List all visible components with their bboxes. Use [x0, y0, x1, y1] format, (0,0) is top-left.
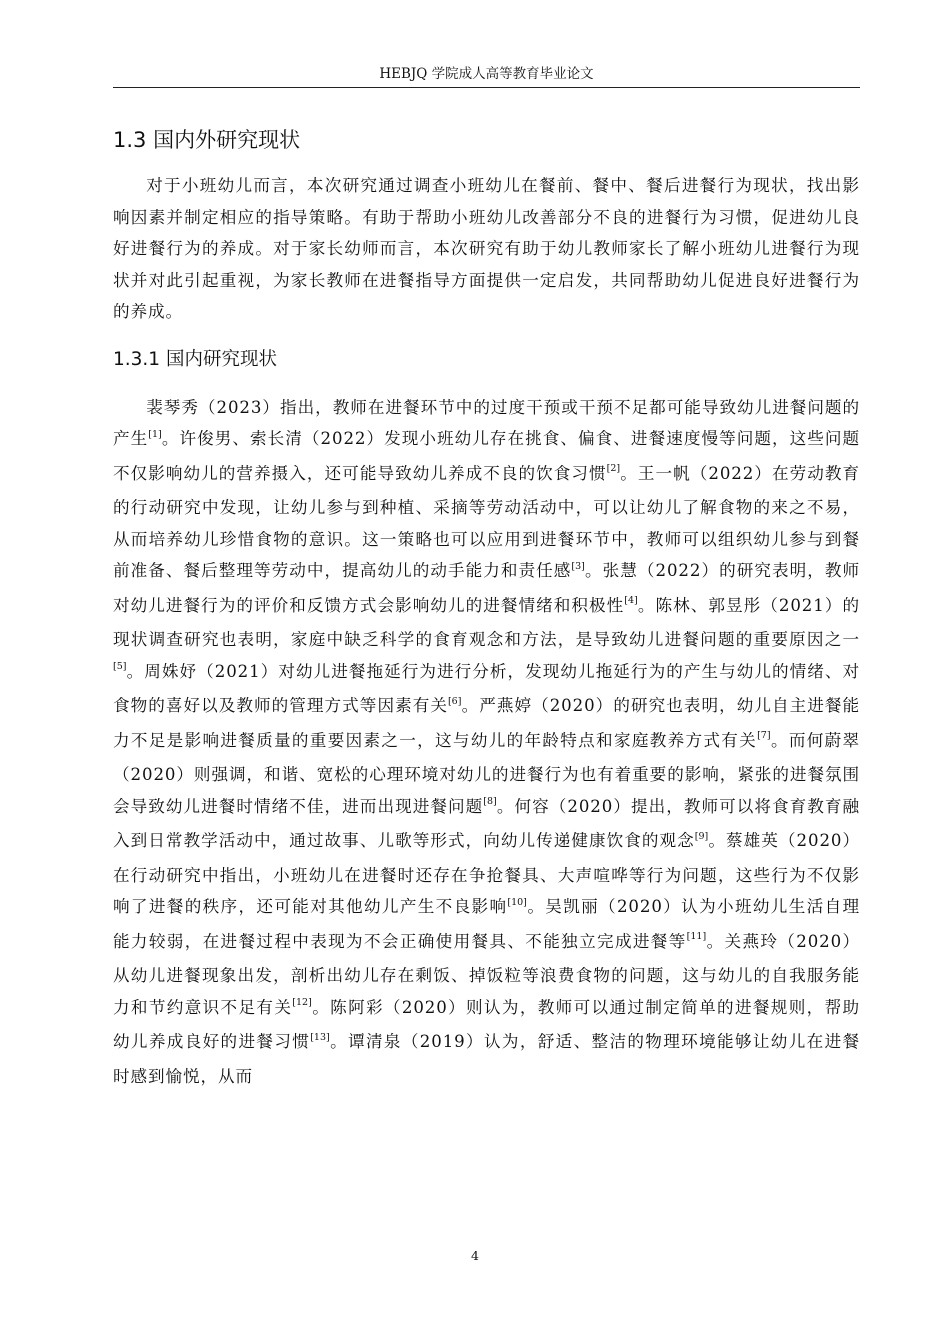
intro-paragraph: 对于小班幼儿而言，本次研究通过调查小班幼儿在餐前、餐中、餐后进餐行为现状，找出影响因素并制定相应的指导策略。有助于帮助小班幼儿改善部分不良的进餐行为习惯，促进幼儿良好进餐行为的养成。对于家长幼师而言，本次研究有助于幼儿教师家长了解小班幼儿进餐行为现状并对此引起重视，为家长教师在进餐指导方面提供一定启发，共同帮助幼儿促进良好进餐行为的养成。 [113, 176, 860, 321]
paragraph-text-run: 。严燕婷（2020）的研究也表明，幼儿自主进餐能力不足是影响进餐质量的重要因素之一，这与幼儿的年龄特点和家庭教养方式有关 [113, 696, 860, 750]
paragraph-text-run: 。而何蔚翠（2020）则强调，和谐、宽松的心理环境对幼儿的进餐行为也有着重要的影响，紧张的进餐氛围会导致幼儿进餐时情绪不佳，进而出现进餐问题 [113, 730, 861, 816]
running-header: HEBJQ 学院成人高等教育毕业论文 [113, 62, 860, 88]
paragraph-text-run: 。王一帆（2022）在劳动教育的行动研究中发现，让幼儿参与到种植、采摘等劳动活动中，可以让幼儿了解食物的来之不易，从而培养幼儿珍惜食物的意识。这一策略也可以应用到进餐环节中，教师可以组织幼儿参与到餐前准备、餐后整理等劳动中，提高幼儿的动手能力和责任感 [113, 463, 861, 580]
paragraph-text-run: 。关燕玲（2020）从幼儿进餐现象出发，剖析出幼儿存在剩饭、掉饭粒等浪费食物的问题，这与幼儿的自我服务能力和节约意识不足有关 [113, 931, 860, 1017]
citation-marker: [8] [483, 796, 497, 808]
citation-marker: [2] [606, 463, 621, 475]
paragraph-text-run: 裴琴秀（2023）指出，教师在进餐环节中的过度干预或干预不足都可能导致幼儿进餐问题的产生 [113, 397, 860, 448]
citation-marker: [6] [447, 695, 462, 707]
section-heading: 1.3 国内外研究现状 [113, 128, 301, 152]
paragraph-text-run: 。何容（2020）提出，教师可以将食育教育融入到日常教学活动中，通过故事、儿歌等形式，向幼儿传递健康饮食的观念 [113, 796, 861, 850]
citation-marker: [4] [624, 595, 638, 607]
paragraph-text-run: 。蔡雄英（2020）在行动研究中指出，小班幼儿在进餐时还存在争抢餐具、大声喧哗等行为问题，这些行为不仅影响了进餐的秩序，还可能对其他幼儿产生不良影响 [113, 831, 860, 916]
citation-marker: [9] [694, 830, 709, 842]
subsection-heading: 1.3.1 国内研究现状 [113, 348, 277, 370]
citation-marker: [12] [292, 997, 312, 1009]
citation-marker: [1] [148, 428, 162, 440]
paragraph-text-run: 。周姝妤（2021）对幼儿进餐拖延行为进行分析，发现幼儿拖延行为的产生与幼儿的情绪、对食物的喜好以及教师的管理方式等因素有关 [113, 661, 860, 715]
domestic-research-paragraph [113, 392, 860, 1093]
citation-marker: [5] [113, 661, 127, 673]
citation-marker: [11] [686, 931, 707, 943]
citation-marker: [13] [310, 1031, 330, 1043]
paragraph-text-run: 。陈林、郭昱彤（2021）的现状调查研究也表明，家庭中缺乏科学的食育观念和方法，是导致幼儿进餐问题的重要原因之一 [113, 595, 860, 649]
paragraph-text-run: 。许俊男、索长清（2022）发现小班幼儿存在挑食、偏食、进餐速度慢等问题，这些问题不仅影响幼儿的营养摄入，还可能导致幼儿养成不良的饮食习惯 [113, 429, 860, 483]
paragraph-text-run: 。吴凯丽（2020）认为小班幼儿生活自理能力较弱，在进餐过程中表现为不会正确使用餐具、不能独立完成进餐等 [113, 897, 860, 951]
page-body [113, 118, 860, 1092]
citation-marker: [3] [571, 560, 585, 572]
paragraph-text-run: 。谭清泉（2019）认为，舒适、整洁的物理环境能够让幼儿在进餐时感到愉悦，从而 [113, 1032, 860, 1086]
page-number: 4 [471, 1248, 479, 1263]
citation-marker: [7] [757, 730, 771, 742]
paragraph-text-run: 。陈阿彩（2020）则认为，教师可以通过制定简单的进餐规则，帮助幼儿养成良好的进餐习惯 [113, 997, 861, 1051]
paragraph-text-run: 。张慧（2022）的研究表明，教师对幼儿进餐行为的评价和反馈方式会影响幼儿的进餐情绪和积极性 [113, 561, 860, 615]
citation-marker: [10] [507, 896, 527, 908]
